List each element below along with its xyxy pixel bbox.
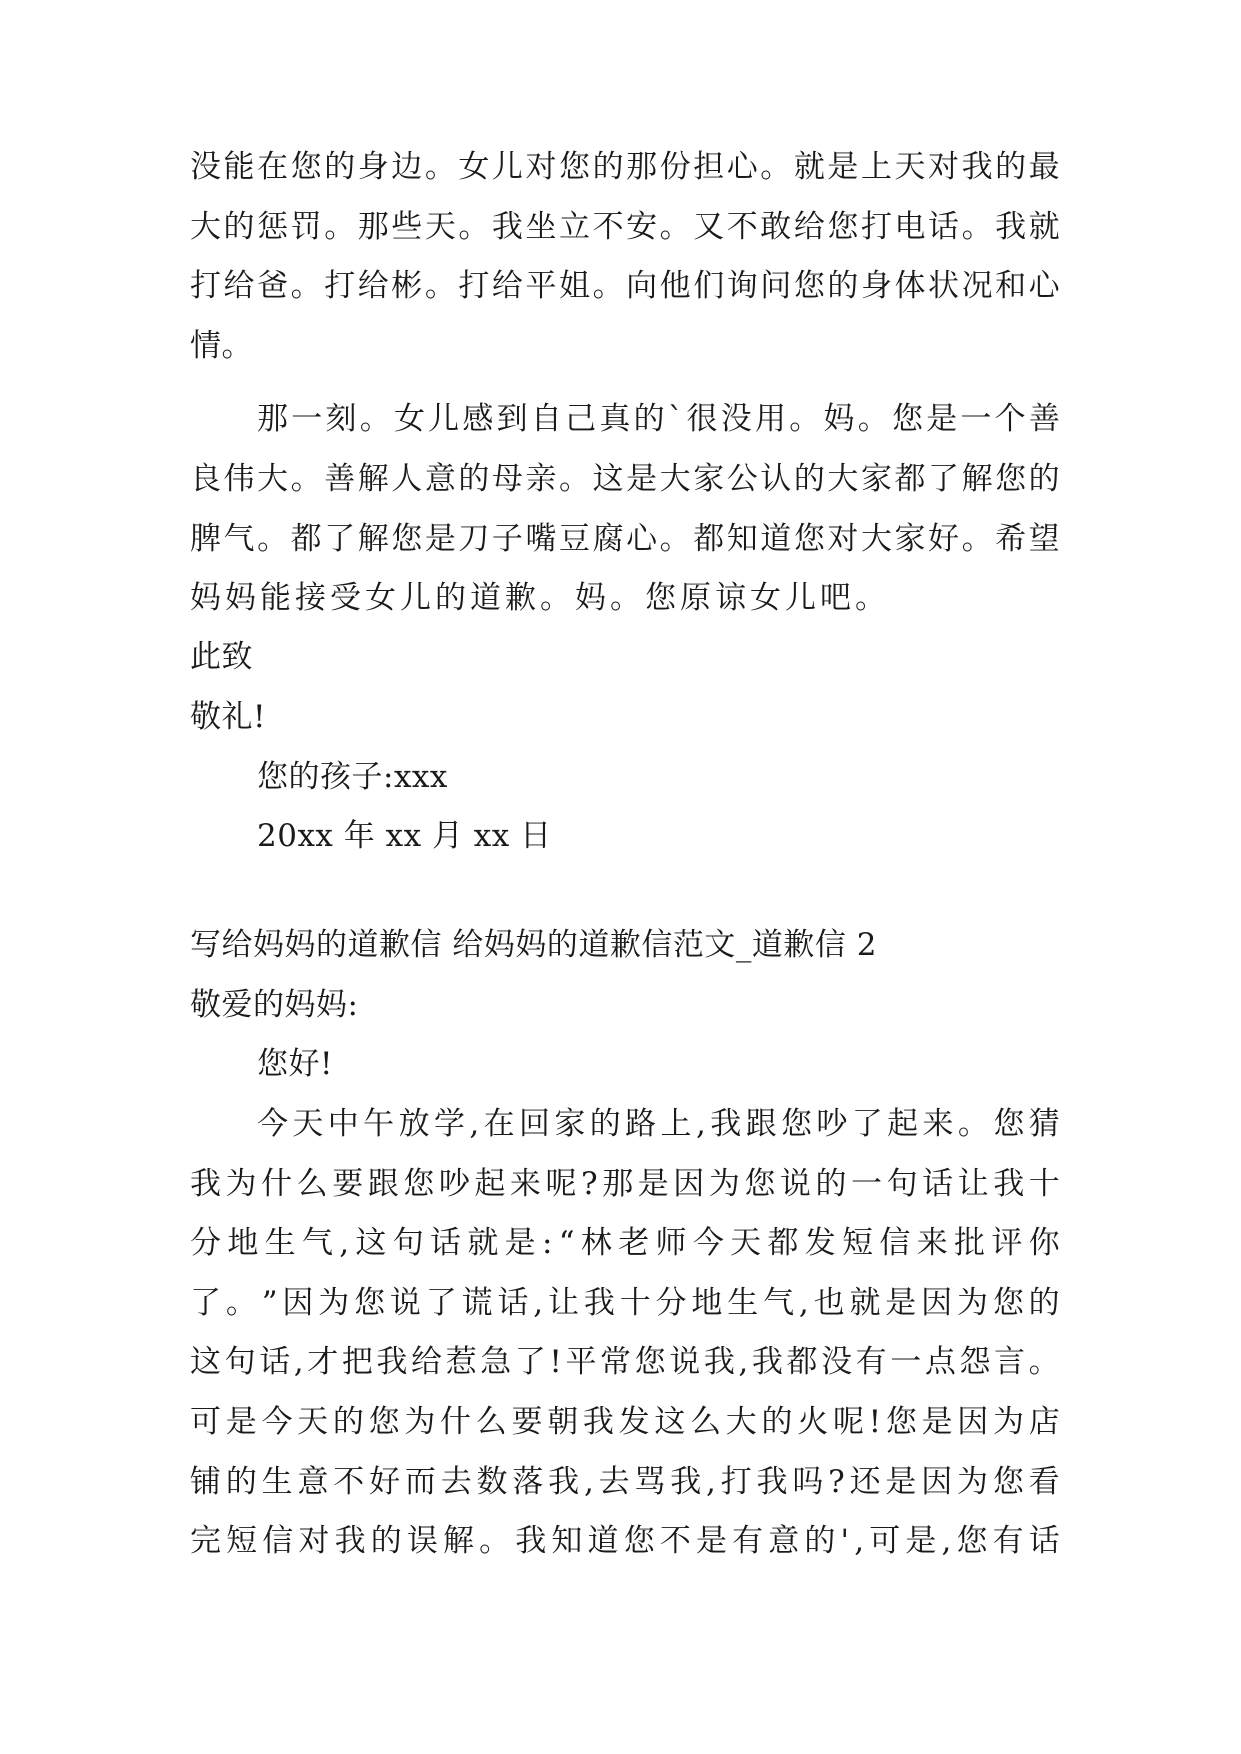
date-line: 20xx 年 xx 月 xx 日 [257, 818, 552, 854]
paragraph-line: 铺 的 生 意 不 好 而 去 数 落 我 , 去 骂 我 , 打 我 吗 ? 还 是 因 为 您 看 [190, 1464, 1060, 1500]
paragraph-line: 妈妈能接受女儿的道歉。妈。您原谅女儿吧。 [190, 580, 890, 616]
paragraph-line: 大 的 惩 罚 。 那 些 天 。 我 坐 立 不 安 。 又 不 敢 给 您 打 电 话 。 我 就 [190, 209, 1060, 245]
paragraph-line: 情。 [190, 328, 253, 364]
paragraph-line: 了 。 ” 因 为 您 说 了 谎 话 , 让 我 十 分 地 生 气 , 也 就 是 因 为 您 的 [190, 1285, 1060, 1321]
paragraph-line: 那 一 刻 。 女 儿 感 到 自 己 真 的 ` 很 没 用 。 妈 。 您 是 一 个 善 [257, 401, 1060, 437]
signature: 您的孩子:xxx [257, 759, 448, 795]
letter-title: 写给妈妈的道歉信 给妈妈的道歉信范文_道歉信 2 [190, 927, 877, 963]
salutation: 敬爱的妈妈: [190, 987, 359, 1023]
paragraph-line: 这 句 话 , 才 把 我 给 惹 急 了 ! 平 常 您 说 我 , 我 都 没 有 一 点 怨 言 。 [190, 1344, 1060, 1380]
closing-line: 此致 [190, 639, 253, 675]
paragraph-line: 打 给 爸 。 打 给 彬 。 打 给 平 姐 。 向 他 们 询 问 您 的 身 体 状 况 和 心 [190, 268, 1060, 304]
paragraph-line: 分 地 生 气 , 这 句 话 就 是 : “ 林 老 师 今 天 都 发 短 信 来 批 评 你 [190, 1225, 1060, 1261]
closing-line: 敬礼! [190, 699, 266, 735]
greeting: 您好! [257, 1046, 333, 1082]
paragraph-line: 今 天 中 午 放 学 , 在 回 家 的 路 上 , 我 跟 您 吵 了 起 来 。 您 猜 [257, 1106, 1060, 1142]
paragraph-line: 我 为 什 么 要 跟 您 吵 起 来 呢 ? 那 是 因 为 您 说 的 一 句 话 让 我 十 [190, 1166, 1060, 1202]
paragraph-line: 良 伟 大 。 善 解 人 意 的 母 亲 。 这 是 大 家 公 认 的 大 家 都 了 解 您 的 [190, 461, 1060, 497]
paragraph-line: 完 短 信 对 我 的 误 解 。 我 知 道 您 不 是 有 意 的 ' , 可 是 , 您 有 话 [190, 1523, 1060, 1559]
paragraph-line: 没 能 在 您 的 身 边 。 女 儿 对 您 的 那 份 担 心 。 就 是 上 天 对 我 的 最 [190, 149, 1060, 185]
paragraph-line: 可 是 今 天 的 您 为 什 么 要 朝 我 发 这 么 大 的 火 呢 ! 您 是 因 为 店 [190, 1404, 1060, 1440]
paragraph-line: 脾 气 。 都 了 解 您 是 刀 子 嘴 豆 腐 心 。 都 知 道 您 对 大 家 好 。 希 望 [190, 521, 1060, 557]
